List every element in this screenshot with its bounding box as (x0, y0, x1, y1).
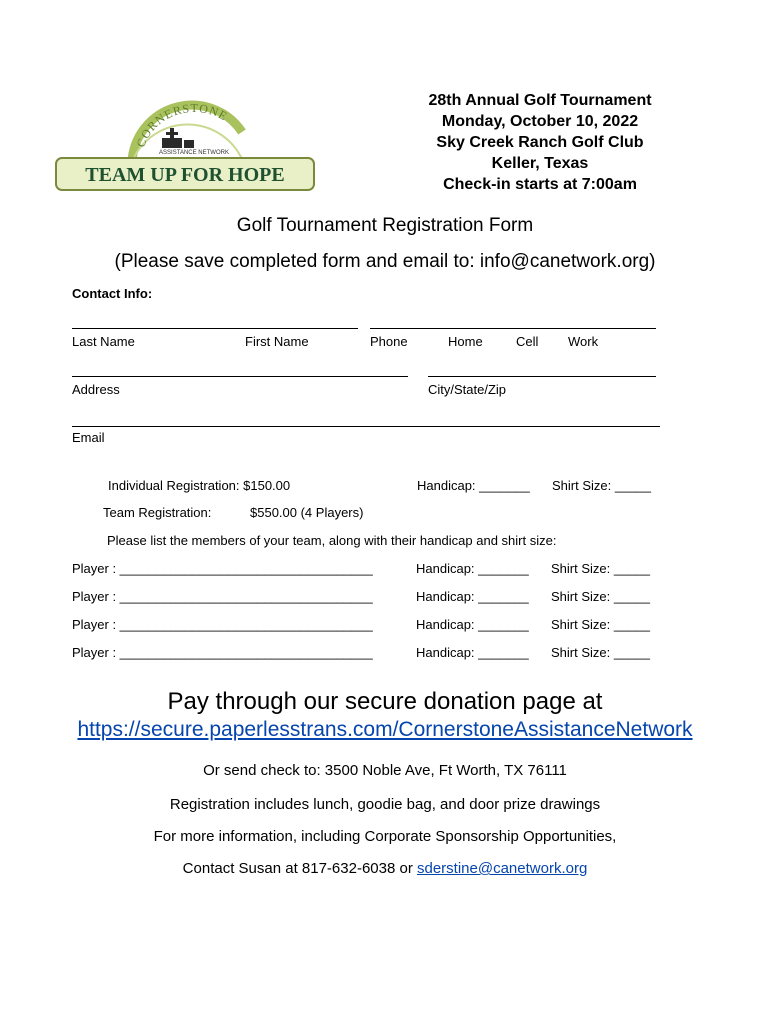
donation-link[interactable]: https://secure.paperlesstrans.com/CornerstoneAssistanceNetwork (77, 718, 693, 741)
player-shirt-size[interactable]: Shirt Size: _____ (551, 645, 651, 660)
form-title: Golf Tournament Registration Form (236, 215, 534, 236)
first-name-label: First Name (245, 334, 309, 349)
contact-line (0, 860, 770, 877)
address-label: Address (72, 382, 120, 397)
event-title: 28th Annual Golf Tournament (428, 92, 652, 109)
logo-arc-text: CORNERSTONE (133, 101, 231, 150)
email-label: Email (72, 430, 105, 445)
event-date: Monday, October 10, 2022 (441, 113, 639, 130)
last-name-label: Last Name (72, 334, 135, 349)
contact-text: Contact Susan at 817-632-6038 or (182, 860, 417, 877)
player-handicap[interactable]: Handicap: _______ (416, 589, 529, 604)
individual-shirt-size[interactable]: Shirt Size: _____ (552, 478, 652, 493)
address-field-line[interactable] (72, 376, 408, 377)
player-field[interactable]: Player : ___________________________________ (72, 645, 373, 660)
individual-registration: Individual Registration: $150.00 (108, 478, 291, 493)
player-field[interactable]: Player : ___________________________________ (72, 561, 373, 576)
check-address: Or send check to: 3500 Noble Ave, Ft Worth, TX 76111 (203, 762, 567, 779)
player-handicap[interactable]: Handicap: _______ (416, 617, 529, 632)
event-header (390, 90, 690, 195)
building-icon (162, 128, 194, 148)
phone-field-line[interactable] (370, 328, 656, 329)
event-location: Keller, Texas (491, 155, 589, 172)
cornerstone-logo (52, 92, 320, 196)
contact-info-label: Contact Info: (72, 286, 153, 301)
team-registration-price: $550.00 (4 Players) (250, 505, 364, 520)
email-field-line[interactable] (72, 426, 660, 427)
player-field[interactable]: Player : ___________________________________ (72, 589, 373, 604)
city-state-zip-label: City/State/Zip (428, 382, 507, 397)
individual-handicap[interactable]: Handicap: _______ (417, 478, 530, 493)
payment-title: Pay through our secure donation page at (167, 688, 603, 715)
player-handicap[interactable]: Handicap: _______ (416, 645, 529, 660)
logo-banner-text: TEAM UP FOR HOPE (85, 164, 285, 186)
work-label: Work (568, 334, 599, 349)
logo-sub-text: ASSISTANCE NETWORK (159, 150, 229, 156)
phone-label: Phone (370, 334, 408, 349)
player-handicap[interactable]: Handicap: _______ (416, 561, 529, 576)
player-shirt-size[interactable]: Shirt Size: _____ (551, 561, 651, 576)
registration-includes: Registration includes lunch, goodie bag, and door prize drawings (169, 796, 601, 813)
team-registration-label: Team Registration: (103, 505, 212, 520)
event-checkin: Check-in starts at 7:00am (443, 176, 637, 193)
name-field-line[interactable] (72, 328, 358, 329)
player-field[interactable]: Player : ___________________________________ (72, 617, 373, 632)
player-shirt-size[interactable]: Shirt Size: _____ (551, 617, 651, 632)
event-venue: Sky Creek Ranch Golf Club (436, 134, 644, 151)
home-label: Home (448, 334, 483, 349)
city-state-zip-field-line[interactable] (428, 376, 656, 377)
team-instructions: Please list the members of your team, along with their handicap and shirt size: (107, 533, 557, 548)
contact-email-link[interactable]: sderstine@canetwork.org (417, 860, 588, 877)
form-instructions: (Please save completed form and email to: info@canetwork.org) (114, 251, 656, 272)
more-info: For more information, including Corporate Sponsorship Opportunities, (153, 828, 617, 845)
player-shirt-size[interactable]: Shirt Size: _____ (551, 589, 651, 604)
cell-label: Cell (516, 334, 539, 349)
